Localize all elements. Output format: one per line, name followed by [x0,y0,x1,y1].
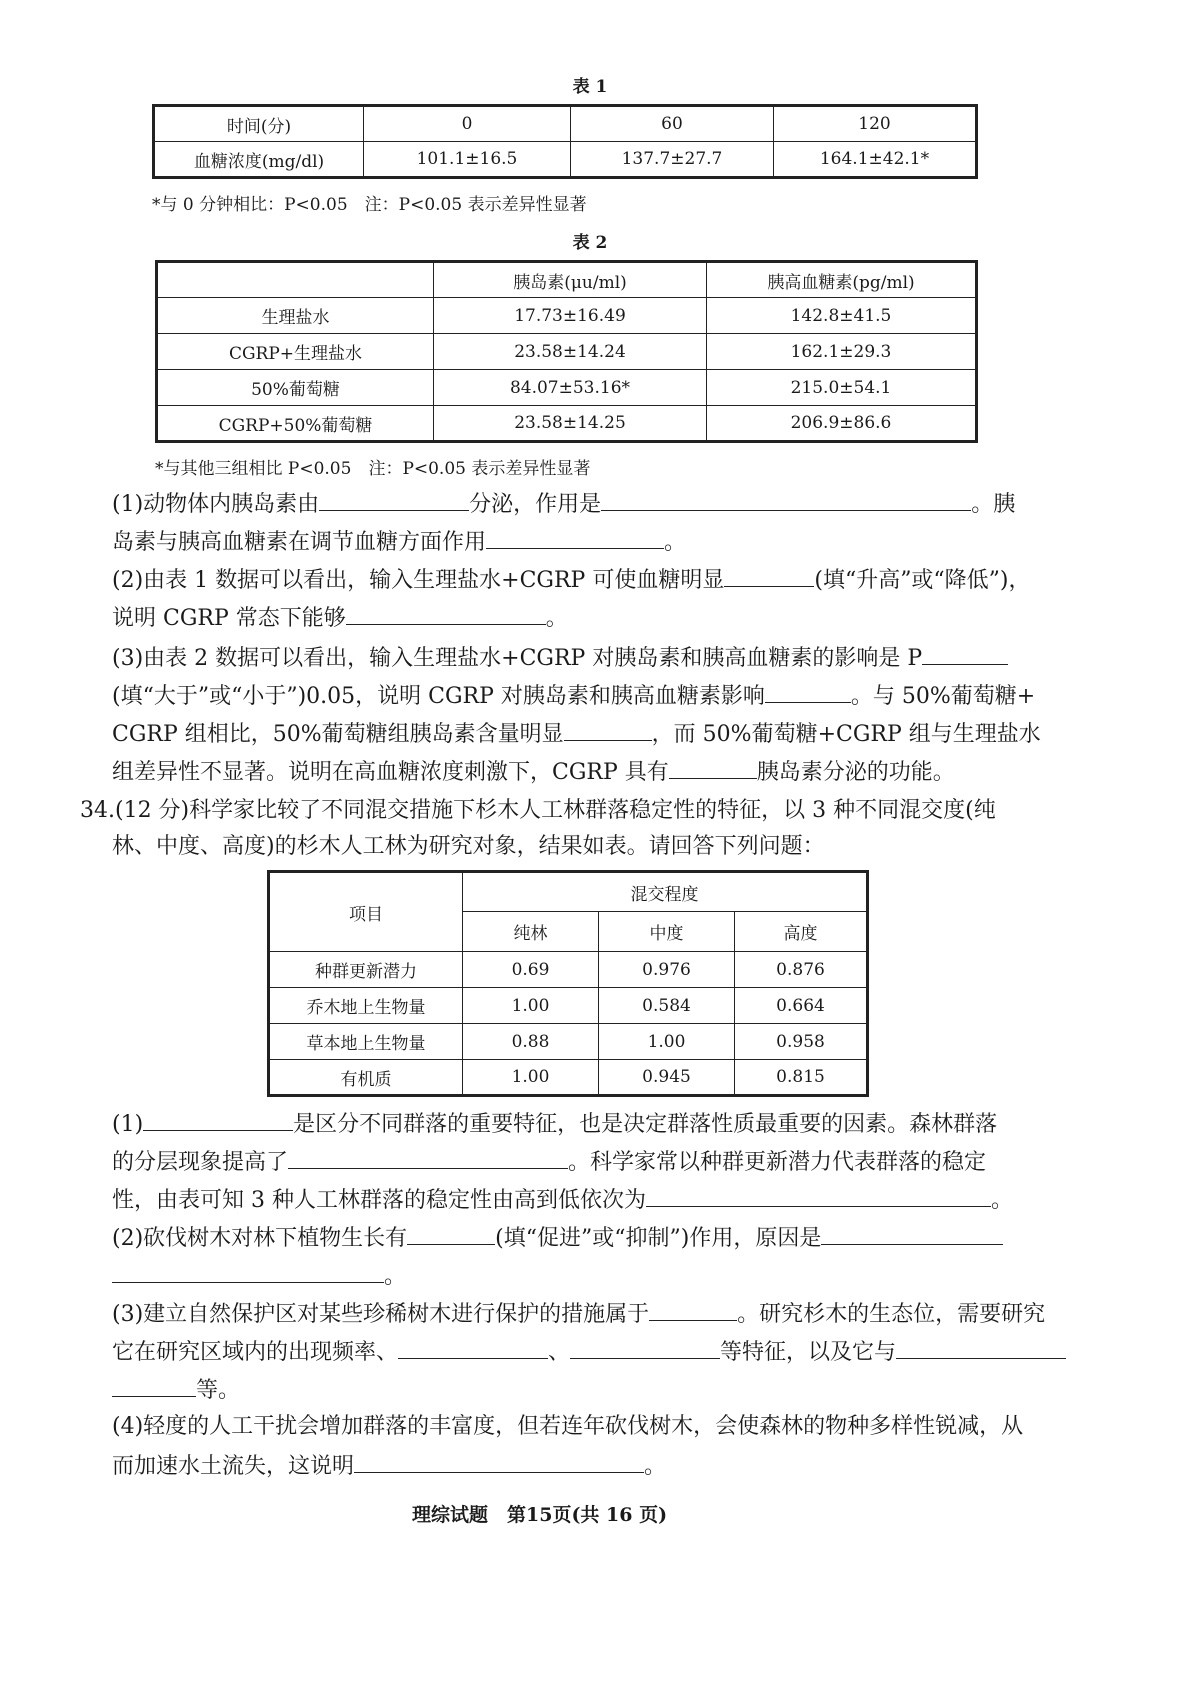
table2-cell: 17.73±16.49 [434,298,707,334]
answer-blank[interactable] [407,1222,495,1245]
q33-text: CGRP 组相比，50%葡萄糖组胰岛素含量明显 [112,722,564,747]
table1-row-header-time: 时间(分) [154,106,364,142]
q33-text: (1)动物体内胰岛素由 [112,492,320,517]
q34-table-row-label: 草本地上生物量 [269,1024,463,1060]
q34-text: 的分层现象提高了 [112,1150,289,1175]
answer-blank[interactable] [601,488,971,511]
table2-header-glucagon: 胰高血糖素(pg/ml) [707,262,977,298]
q34-table-cell: 0.584 [599,988,735,1024]
q34-table-group-header: 混交程度 [463,872,868,912]
q34-table-cell: 0.876 [735,952,868,988]
q34-table-col: 纯林 [463,912,599,952]
table2-header-empty [157,262,434,298]
q34-table-cell: 1.00 [599,1024,735,1060]
q34-table-row-label: 乔木地上生物量 [269,988,463,1024]
table2-cell: 142.8±41.5 [707,298,977,334]
q33-text: 。与 50%葡萄糖+ [850,684,1036,709]
table2-cell: 206.9±86.6 [707,406,977,442]
q34-line10 [112,1450,666,1482]
q34-table-col: 高度 [735,912,868,952]
table1-cell: 137.7±27.7 [571,142,774,178]
q34-text: 。 [384,1264,407,1289]
table2-cell: 23.58±14.25 [434,406,707,442]
q33-text: 组差异性不显著。说明在高血糖浓度刺激下，CGRP 具有 [112,760,669,785]
answer-blank[interactable] [564,718,652,741]
answer-blank[interactable] [765,680,851,703]
q34-line2 [112,1146,986,1178]
answer-blank[interactable] [896,1336,1066,1359]
table2-caption: 表 2 [572,233,608,253]
table1-cell: 101.1±16.5 [364,142,571,178]
answer-blank[interactable] [922,642,1008,665]
q33-line2 [112,526,686,558]
q33-text: 岛素与胰高血糖素在调节血糖方面作用 [112,530,487,555]
q34-text: 性，由表可知 3 种人工林群落的稳定性由高到低依次为 [112,1188,646,1213]
table2 [155,260,978,443]
q34-text: 。研究杉木的生态位，需要研究 [737,1302,1046,1327]
q34-intro-line1: 34.(12 分)科学家比较了不同混交措施下杉木人工林群落稳定性的特征，以 3 种不同混交度(纯 [80,798,996,823]
table2-note: *与其他三组相比 P<0.05 注：P<0.05 表示差异性显著 [155,459,591,479]
q33-text: (3)由表 2 数据可以看出，输入生理盐水+CGRP 对胰岛素和胰高血糖素的影响是 P [112,646,923,671]
q33-line1 [112,488,1015,520]
q33-text: 分泌，作用是 [469,492,602,517]
answer-blank[interactable] [143,1108,293,1131]
table1-row-header-glucose: 血糖浓度(mg/dl) [154,142,364,178]
q34-table-item-header: 项目 [269,872,463,952]
answer-blank[interactable] [112,1260,384,1283]
q33-text: (2)由表 1 数据可以看出，输入生理盐水+CGRP 可使血糖明显 [112,568,725,593]
q34-line3 [112,1184,1013,1216]
q34-text: 是区分不同群落的重要特征，也是决定群落性质最重要的因素。森林群落 [293,1112,998,1137]
q34-line4 [112,1222,1003,1254]
q33-line7 [112,718,1041,750]
q34-text: 而加速水土流失，这说明 [112,1454,355,1479]
q33-line8 [112,756,955,788]
answer-blank[interactable] [649,1298,737,1321]
answer-blank[interactable] [398,1336,548,1359]
q34-text: 等。 [196,1378,241,1403]
q34-line7 [112,1336,1066,1368]
q33-text: (填“大于”或“小于”)0.05，说明 CGRP 对胰岛素和胰高血糖素影响 [112,684,765,709]
q34-table [267,870,869,1097]
q34-text: 等特征，以及它与 [720,1340,897,1365]
q34-text: 。 [991,1188,1014,1213]
q34-text: 它在研究区域内的出现频率、 [112,1340,399,1365]
q34-line8 [112,1374,240,1406]
q34-text: (3)建立自然保护区对某些珍稀树木进行保护的措施属于 [112,1302,650,1327]
q34-line1 [112,1108,997,1140]
q33-line6 [112,680,1035,712]
q34-table-cell: 0.69 [463,952,599,988]
q33-line5 [112,642,1008,674]
answer-blank[interactable] [354,1450,644,1473]
q33-text: 胰岛素分泌的功能。 [756,760,955,785]
q34-table-cell: 0.88 [463,1024,599,1060]
q34-line6 [112,1298,1045,1330]
table2-row-label: CGRP+生理盐水 [157,334,434,370]
answer-blank[interactable] [821,1222,1003,1245]
q34-line5 [112,1260,406,1292]
table2-header-insulin: 胰岛素(μu/ml) [434,262,707,298]
q34-table-row-label: 有机质 [269,1060,463,1096]
table1-col-120: 120 [774,106,977,142]
q33-text: (填“升高”或“降低”)， [814,568,1031,593]
q33-text: 。胰 [971,492,1016,517]
q33-text: ，而 50%葡萄糖+CGRP 组与生理盐水 [651,722,1041,747]
answer-blank[interactable] [724,564,814,587]
q33-text: 说明 CGRP 常态下能够 [112,606,346,631]
q34-intro-line2: 林、中度、高度)的杉木人工林为研究对象，结果如表。请回答下列问题： [112,834,825,859]
answer-blank[interactable] [669,756,757,779]
answer-blank[interactable] [112,1374,196,1397]
table2-row-label: 50%葡萄糖 [157,370,434,406]
answer-blank[interactable] [319,488,469,511]
answer-blank[interactable] [288,1146,568,1169]
q34-table-cell: 0.815 [735,1060,868,1096]
table1 [152,104,978,179]
answer-blank[interactable] [570,1336,720,1359]
q34-table-row-label: 种群更新潜力 [269,952,463,988]
table1-caption: 表 1 [572,77,608,97]
q33-text: 。 [664,530,687,555]
table1-col-60: 60 [571,106,774,142]
table2-cell: 23.58±14.24 [434,334,707,370]
table1-col-0: 0 [364,106,571,142]
answer-blank[interactable] [646,1184,991,1207]
page-footer: 理综试题 第15页(共 16 页) [412,1504,668,1526]
q34-text: 。 [644,1454,667,1479]
table1-note: *与 0 分钟相比：P<0.05 注：P<0.05 表示差异性显著 [152,195,587,215]
q34-table-cell: 0.945 [599,1060,735,1096]
q33-line3 [112,564,1031,596]
table2-cell: 215.0±54.1 [707,370,977,406]
q34-table-cell: 1.00 [463,1060,599,1096]
table2-row-label: CGRP+50%葡萄糖 [157,406,434,442]
q34-table-cell: 0.664 [735,988,868,1024]
q33-line4 [112,602,568,634]
q34-table-cell: 1.00 [463,988,599,1024]
table2-cell: 84.07±53.16* [434,370,707,406]
q34-text: 。科学家常以种群更新潜力代表群落的稳定 [568,1150,987,1175]
answer-blank[interactable] [486,526,664,549]
q34-table-col: 中度 [599,912,735,952]
q34-text: (2)砍伐树木对林下植物生长有 [112,1226,408,1251]
q34-table-cell: 0.976 [599,952,735,988]
q33-text: 。 [545,606,568,631]
q34-table-cell: 0.958 [735,1024,868,1060]
table2-cell: 162.1±29.3 [707,334,977,370]
q34-text: (填“促进”或“抑制”)作用，原因是 [495,1226,822,1251]
table2-row-label: 生理盐水 [157,298,434,334]
q34-text: 、 [548,1340,571,1365]
q34-text: (1) [112,1112,144,1137]
q34-line9: (4)轻度的人工干扰会增加群落的丰富度，但若连年砍伐树木，会使森林的物种多样性锐减，从 [112,1414,1024,1439]
answer-blank[interactable] [346,602,546,625]
table1-cell: 164.1±42.1* [774,142,977,178]
